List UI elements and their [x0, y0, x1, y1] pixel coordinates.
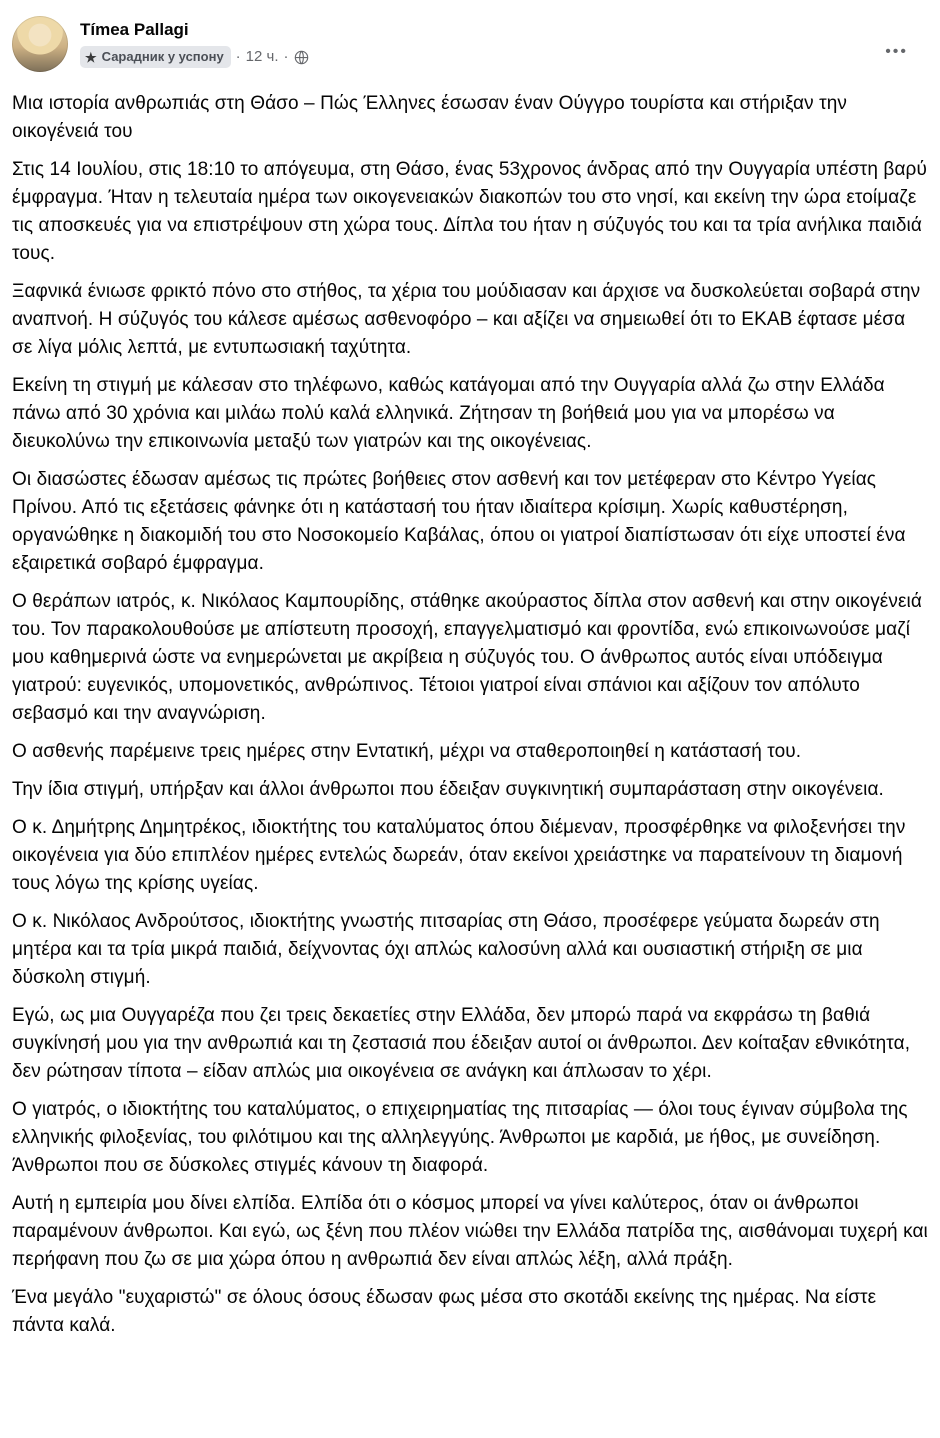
post-paragraph: Στις 14 Ιουλίου, στις 18:10 το απόγευμα, στη Θάσο, ένας 53χρονος άνδρας από την Ουγγαρία υπέστη βαρύ έμφραγμα. Ήταν η τελευταία ημέρα των οικογενειακών διακοπών του στο νησί, και εκείνη την ώρα ετοίμαζε τις αποσκευές για να επιστρέψουν στη χώρα τους. Δίπλα του ήταν η σύζυγός του και τα τρία ανήλικα παιδιά τους.	[12, 159, 927, 264]
header-text	[80, 16, 309, 68]
meta-separator: ·	[235, 48, 241, 65]
post-paragraph: Ο ασθενής παρέμεινε τρεις ημέρες στην Εντατική, μέχρι να σταθεροποιηθεί η κατάστασή του.	[12, 741, 802, 762]
post-paragraph: Ο γιατρός, ο ιδιοκτήτης του καταλύματος, ο επιχειρηματίας της πιτσαρίας — όλοι τους έγιναν σύμβολα της ελληνικής φιλοξενίας, του φιλότιμου και της αλληλεγγύης. Άνθρωποι με καρδιά, με ήθος, με συνείδηση. Άνθρωποι που σε δύσκολες στιγμές κάνουν τη διαφορά.	[12, 1099, 908, 1176]
post-paragraph: Αυτή η εμπειρία μου δίνει ελπίδα. Ελπίδα ότι ο κόσμος μπορεί να γίνει καλύτερος, όταν οι άνθρωποι παραμένουν άνθρωποι. Και εγώ, ως ξένη που πλέον νιώθει την Ελλάδα πατρίδα της, αισθάνομαι τυχερή και περήφανη που ζω σε μια χώρα όπου η ανθρωπιά δεν είναι απλώς λέξη, αλλά πράξη.	[12, 1193, 928, 1270]
post-paragraph: Ξαφνικά ένιωσε φρικτό πόνο στο στήθος, τα χέρια του μούδιασαν και άρχισε να δυσκολεύεται σοβαρά στην αναπνοή. Η σύζυγός του κάλεσε αμέσως ασθενοφόρο – και αξίζει να σημειωθεί ότι το ΕΚΑΒ έφτασε μέσα σε λίγα μόλις λεπτά, με εντυπωσιακή ταχύτητα.	[12, 281, 921, 358]
post-paragraph: Την ίδια στιγμή, υπήρξαν και άλλοι άνθρωποι που έδειξαν συγκινητική συμπαράσταση στην οικογένεια.	[12, 779, 884, 800]
contributor-badge-label: Сарадник у успону	[101, 49, 224, 64]
post-paragraph: Ο κ. Δημήτρης Δημητρέκος, ιδιοκτήτης του καταλύματος όπου διέμεναν, προσφέρθηκε να φιλοξενήσει την οικογένεια για δύο επιπλέον ημέρες εντελώς δωρεάν, όταν εκείνοι χρειάστηκε να παρατείνουν τη διαμονή τους λόγω της κρίσης υγείας.	[12, 817, 906, 894]
post-paragraph: Εκείνη τη στιγμή με κάλεσαν στο τηλέφωνο, καθώς κατάγομαι από την Ουγγαρία αλλά ζω στην Ελλάδα πάνω από 30 χρόνια και μιλάω πολύ καλά ελληνικά. Ζήτησαν τη βοήθειά μου για να μπορέσω να διευκολύνω την επικοινωνία μεταξύ των γιατρών και της οικογένειας.	[12, 375, 885, 452]
star-icon: ★	[85, 49, 97, 65]
post-paragraph: Ένα μεγάλο "ευχαριστώ" σε όλους όσους έδωσαν φως μέσα στο σκοτάδι εκείνης της ημέρας. Να είστε πάντα καλά.	[12, 1287, 877, 1336]
globe-icon	[294, 50, 309, 65]
post-paragraph: Ο κ. Νικόλαος Ανδρούτσος, ιδιοκτήτης γνωστής πιτσαρίας στη Θάσο, προσέφερε γεύματα δωρεάν στη μητέρα και τα τρία μικρά παιδιά, δείχνοντας όχι απλώς καλοσύνη αλλά και ουσιαστική στήριξη σε μια δύσκολη στιγμή.	[12, 911, 880, 988]
contributor-badge	[80, 46, 231, 68]
more-options-button[interactable]: •••	[879, 38, 914, 66]
post-paragraph: Μια ιστορία ανθρωπιάς στη Θάσο – Πώς Έλληνες έσωσαν έναν Ούγγρο τουρίστα και στήριξαν την οικογένειά του	[12, 93, 847, 142]
author-name[interactable]: Tímea Pallagi	[80, 20, 189, 39]
post-paragraph: Ο θεράπων ιατρός, κ. Νικόλαος Καμπουρίδης, στάθηκε ακούραστος δίπλα στον ασθενή και στην οικογένειά του. Τον παρακολουθούσε με απίστευτη προσοχή, επαγγελματισμό και φροντίδα, ενώ επικοινωνούσε μαζί μου καθημερινά ώστε να ενημερώνεται με ακρίβεια η σύζυγός του. Ο άνθρωπος αυτός είναι υπόδειγμα γιατρού: ευγενικός, υπομονετικός, ανθρώπινος. Τέτοιοι γιατροί είναι σπάνιοι και αξίζουν τον απόλυτο σεβασμό και την αναγνώριση.	[12, 591, 922, 724]
post-meta	[80, 46, 309, 68]
meta-separator: ·	[283, 48, 289, 65]
timestamp[interactable]: 12 ч.	[245, 48, 279, 65]
post-header	[12, 16, 928, 72]
post-paragraph: Οι διασώστες έδωσαν αμέσως τις πρώτες βοήθειες στον ασθενή και τον μετέφεραν στο Κέντρο Υγείας Πρίνου. Από τις εξετάσεις φάνηκε ότι η κατάστασή του ήταν ιδιαίτερα κρίσιμη. Χωρίς καθυστέρηση, οργανώθηκε η διακομιδή του στο Νοσοκομείο Καβάλας, όπου οι γιατροί διαπίστωσαν ότι είχε υποστεί ένα εξαιρετικά σοβαρό έμφραγμα.	[12, 469, 906, 574]
post-body	[12, 90, 928, 1340]
avatar[interactable]	[12, 16, 68, 72]
post-paragraph: Εγώ, ως μια Ουγγαρέζα που ζει τρεις δεκαετίες στην Ελλάδα, δεν μπορώ παρά να εκφράσω τη βαθιά συγκίνησή μου για την ανθρωπιά και τη ζεστασιά που έδειξαν αυτοί οι άνθρωποι. Δεν κοίταξαν εθνικότητα, δεν ρώτησαν τίποτα – είδαν απλώς μια οικογένεια σε ανάγκη και άπλωσαν το χέρι.	[12, 1005, 911, 1082]
